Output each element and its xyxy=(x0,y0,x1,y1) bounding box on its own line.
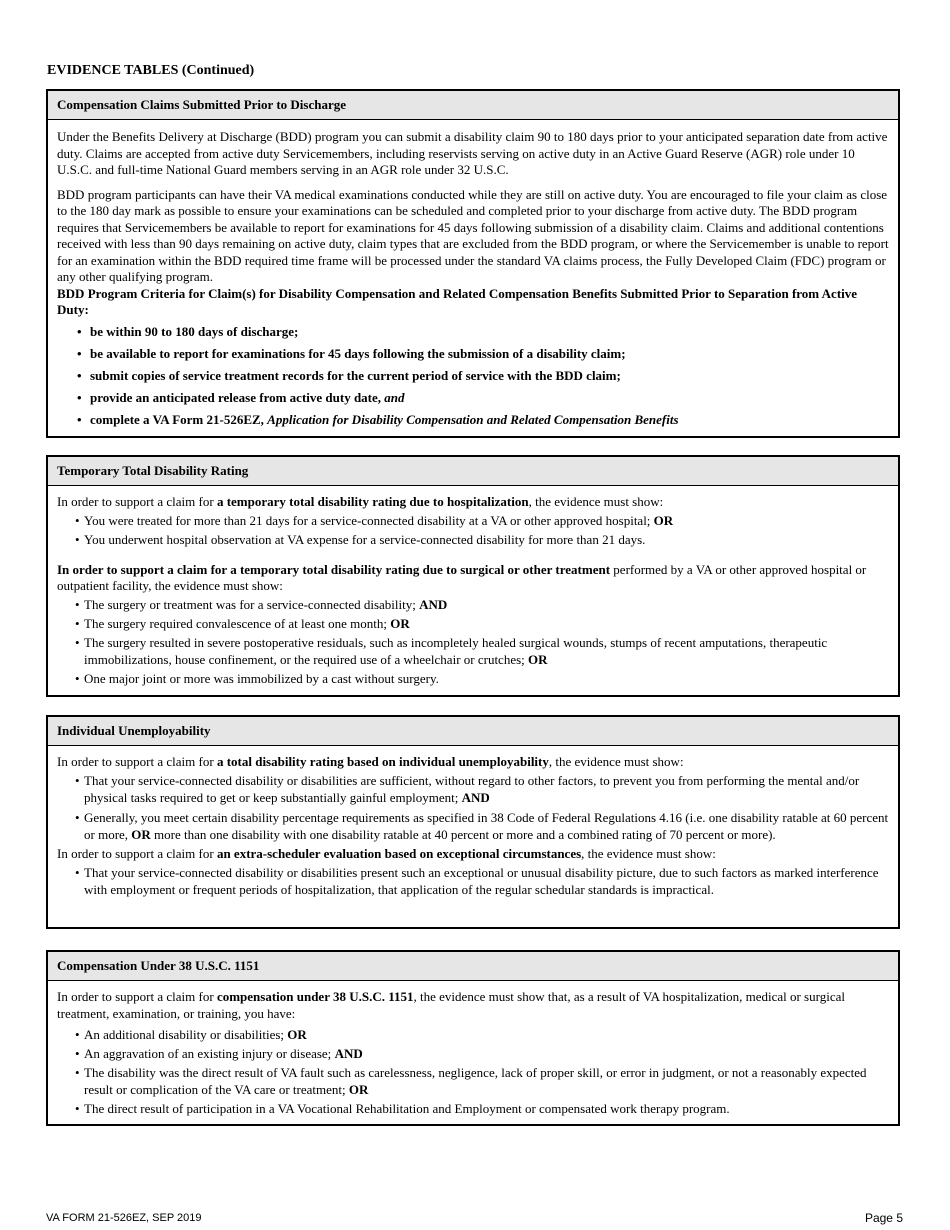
list-item-text: That your service-connected disability or disabilities are sufficient, without regard to other factors, to prevent you from performing the mental and/or physical tasks required to get or keep substantially gainful employment; xyxy=(84,773,860,805)
list-item-text: An aggravation of an existing injury or disease; xyxy=(84,1046,335,1061)
iu-section xyxy=(46,715,900,929)
list-item xyxy=(57,597,889,614)
iu-section-title: Individual Unemployability xyxy=(48,717,898,746)
list-item-conjunction: AND xyxy=(419,597,448,612)
list-item: • be available to report for examinations for 45 days following the submission of a disability claim; xyxy=(57,346,889,363)
list-item xyxy=(57,513,889,530)
list-item-text: The surgery resulted in severe postoperative residuals, such as incompletely healed surgical wounds, stumps of recent amputations, therapeutic immobilizations, house confinement, or the required use of a wheelchair or crutches; xyxy=(84,635,828,667)
intro-text: In order to support a claim for xyxy=(57,989,217,1004)
list-item-text: You were treated for more than 21 days for a service-connected disability at a VA or other approved hospital; xyxy=(84,513,654,528)
bdd-paragraph-1: Under the Benefits Delivery at Discharge (BDD) program you can submit a disability claim 90 to 180 days prior to your anticipated separation date from active duty. Claims are accepted from active duty Servicemembers, including reservists serving on active duty in an Active Guard Reserve (AGR) role under 10 U.S.C. and full-time National Guard members serving in an AGR role under 32 U.S.C. xyxy=(57,129,888,177)
page-heading: EVIDENCE TABLES (Continued) xyxy=(47,63,255,78)
list-item-text: An additional disability or disabilities; xyxy=(84,1027,288,1042)
bdd-section xyxy=(46,89,900,438)
comp1151-section xyxy=(46,950,900,1126)
comp1151-intro xyxy=(57,989,889,1022)
list-item xyxy=(57,616,889,633)
ttd-section-title: Temporary Total Disability Rating xyxy=(48,457,898,486)
list-item: • submit copies of service treatment records for the current period of service with the BDD claim; xyxy=(57,368,889,385)
list-item xyxy=(57,773,889,806)
list-item xyxy=(57,810,889,843)
list-item xyxy=(57,865,889,898)
list-item-text: That your service-connected disability or disabilities present such an exceptional or unusual disability picture, due to such factors as marked interference with employment or frequent periods of hospitalization, that application of the regular schedular standards is impractical. xyxy=(84,865,879,897)
list-item-conjunction: OR xyxy=(131,826,151,842)
intro-emphasis: In order to support a claim for a temporary total disability rating due to surgical or other treatment xyxy=(57,561,611,577)
list-item xyxy=(57,635,889,668)
list-item-conjunction: OR xyxy=(390,616,410,631)
intro-text: performed by a VA or other approved hospital or outpatient facility, the evidence must show: xyxy=(57,561,867,593)
intro-text: , the evidence must show that, as a result of VA hospitalization, medical or surgical treatment, examination, or training, you have: xyxy=(57,989,845,1021)
ttd-section xyxy=(46,455,900,697)
list-item-text: more than one disability with one disability ratable at 40 percent or more and a combined rating of 70 percent or more). xyxy=(150,826,776,842)
bdd-criteria-list xyxy=(57,324,889,429)
bdd-section-title: Compensation Claims Submitted Prior to Discharge xyxy=(48,91,898,120)
list-item-conjunction: OR xyxy=(348,1081,369,1097)
intro-text: In order to support a claim for xyxy=(57,754,217,769)
list-item-conjunction: OR xyxy=(287,1027,307,1042)
list-item-text: complete a VA Form 21-526EZ, xyxy=(90,412,268,427)
form-identifier: VA FORM 21-526EZ, SEP 2019 xyxy=(46,1212,202,1224)
intro-text: , the evidence must show: xyxy=(528,494,664,509)
list-item-text: provide an anticipated release from active duty date, xyxy=(90,390,385,405)
list-item xyxy=(57,390,889,407)
iu-intro xyxy=(57,754,889,771)
intro-text: In order to support a claim for xyxy=(57,494,217,509)
intro-text: , the evidence must show: xyxy=(581,846,716,861)
comp1151-section-title: Compensation Under 38 U.S.C. 1151 xyxy=(48,952,898,981)
ttd-hospitalization-list xyxy=(57,513,889,549)
intro-emphasis: an extra-scheduler evaluation based on exceptional circumstances xyxy=(216,846,582,861)
list-item-text: The surgery required convalescence of at least one month; xyxy=(84,616,391,631)
list-item-conjunction: AND xyxy=(334,1046,363,1061)
list-item xyxy=(57,1101,889,1118)
list-item: • be within 90 to 180 days of discharge; xyxy=(57,324,889,341)
list-item xyxy=(57,532,889,549)
intro-text: , the evidence must show: xyxy=(548,754,684,769)
iu-extra-scheduler-list xyxy=(57,865,889,898)
form-title-reference: Application for Disability Compensation and Related Compensation Benefits xyxy=(267,412,679,427)
list-item-text: The direct result of participation in a VA Vocational Rehabilitation and Employment or compensated work therapy program. xyxy=(84,1100,730,1116)
list-item-text: The disability was the direct result of VA fault such as carelessness, negligence, lack of proper skill, or error in judgment, or not a reasonably expected result or complication of the VA care or treatment; xyxy=(84,1065,867,1097)
intro-emphasis: a total disability rating based on individual unemployability xyxy=(216,754,549,769)
list-item-text: One major joint or more was immobilized by a cast without surgery. xyxy=(84,670,439,686)
bdd-paragraph-2: BDD program participants can have their VA medical examinations conducted while they are still on active duty. You are encouraged to file your claim as close to the 180 day mark as possible to ensure your examinations can be scheduled and completed prior to your discharge from active duty. The BDD program requires that Servicemembers be available to report for examinations for 45 days following submission of a disability claim. Claims and additional contentions received with less than 90 days remaining on active duty, claim types that are excluded from the BDD program, or where the Servicemember is unable to report for an examination within the BDD required time frame will be processed under the standard VA claims process, the Fully Developed Claim (FDC) program or any other qualifying program. xyxy=(57,186,889,284)
page-number: Page 5 xyxy=(864,1211,903,1225)
list-item-text: Generally, you meet certain disability percentage requirements as specified in 38 Code of Federal Regulations 4.16 (i.e. one disability ratable at 60 percent or more, xyxy=(84,810,889,842)
list-item xyxy=(57,412,889,429)
intro-text: In order to support a claim for xyxy=(57,846,217,861)
bdd-criteria-heading: BDD Program Criteria for Claim(s) for Disability Compensation and Related Compensation Benefits Submitted Prior to Separation from Active Duty: xyxy=(57,285,858,317)
list-item-conjunction: and xyxy=(384,390,405,405)
list-item xyxy=(57,1027,889,1044)
list-item xyxy=(57,1046,889,1063)
iu-extra-scheduler-intro xyxy=(57,846,889,863)
list-item-text: You underwent hospital observation at VA expense for a service-connected disability for more than 21 days. xyxy=(84,532,646,547)
intro-emphasis: compensation under 38 U.S.C. 1151 xyxy=(216,989,414,1004)
iu-requirements-list xyxy=(57,773,889,843)
intro-emphasis: a temporary total disability rating due to hospitalization xyxy=(216,494,529,509)
ttd-surgical-list xyxy=(57,597,889,687)
list-item-conjunction: OR xyxy=(528,651,548,667)
list-item xyxy=(57,1065,889,1098)
list-item xyxy=(57,671,889,688)
ttd-intro-surgical xyxy=(57,562,889,595)
comp1151-list xyxy=(57,1027,889,1117)
list-item-text: The surgery or treatment was for a service-connected disability; xyxy=(84,597,420,612)
ttd-intro-hospitalization xyxy=(57,494,889,511)
list-item-conjunction: OR xyxy=(653,513,674,528)
list-item-conjunction: AND xyxy=(461,789,490,805)
